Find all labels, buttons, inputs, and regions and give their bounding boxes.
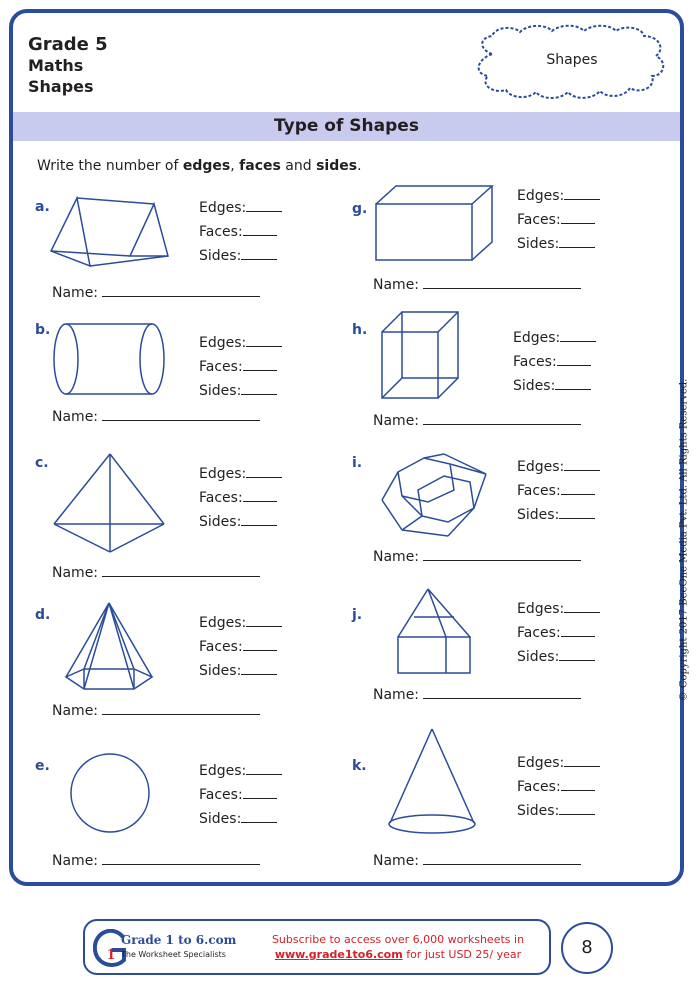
faces-line-c (199, 489, 277, 506)
edges-label: Edges: (199, 763, 247, 779)
name-line-g (373, 276, 581, 293)
instruction-sides: sides (316, 158, 358, 174)
edges-label: Edges: (513, 330, 561, 346)
sides-label: Sides: (199, 811, 242, 827)
header-block (28, 34, 108, 97)
name-label: Name: (373, 549, 420, 565)
edges-blank[interactable] (564, 187, 600, 200)
name-label: Name: (373, 853, 420, 869)
circle-icon (68, 751, 152, 835)
edges-line-k (517, 754, 600, 771)
logo-title: Grade 1 to 6.com (121, 933, 237, 947)
name-line-a (52, 284, 260, 301)
sides-label: Sides: (517, 803, 560, 819)
instruction-faces: faces (239, 158, 281, 174)
topic-label: Shapes (28, 77, 94, 96)
item-letter-i: i. (352, 455, 363, 471)
faces-blank[interactable] (243, 489, 277, 502)
faces-line-k (517, 778, 595, 795)
faces-blank[interactable] (243, 358, 277, 371)
name-line-d (52, 702, 260, 719)
edges-blank[interactable] (560, 329, 596, 342)
sides-label: Sides: (517, 236, 560, 252)
name-blank[interactable] (102, 564, 260, 577)
cube-with-pyramid-icon (392, 587, 476, 677)
faces-blank[interactable] (561, 778, 595, 791)
edges-blank[interactable] (246, 762, 282, 775)
sides-line-d (199, 662, 277, 679)
worksheet-title: Type of Shapes (13, 112, 680, 141)
edges-line-d (199, 614, 282, 631)
promo-line2 (253, 947, 543, 962)
faces-line-a (199, 223, 277, 240)
faces-line-d (199, 638, 277, 655)
edges-line-g (517, 187, 600, 204)
edges-line-c (199, 465, 282, 482)
sides-blank[interactable] (241, 810, 277, 823)
faces-label: Faces: (513, 354, 557, 370)
sides-label: Sides: (517, 649, 560, 665)
name-blank[interactable] (102, 284, 260, 297)
sides-label: Sides: (517, 507, 560, 523)
name-label: Name: (373, 277, 420, 293)
faces-label: Faces: (517, 625, 561, 641)
name-line-k (373, 852, 581, 869)
name-label: Name: (52, 285, 99, 301)
faces-label: Faces: (517, 779, 561, 795)
edges-line-i (517, 458, 600, 475)
sides-line-a (199, 247, 277, 264)
edges-label: Edges: (199, 466, 247, 482)
faces-label: Faces: (199, 639, 243, 655)
item-letter-j: j. (352, 607, 363, 623)
instruction-sep1: , (230, 158, 240, 174)
promo-line1: Subscribe to access over 6,000 worksheets in (271, 933, 525, 946)
svg-text:1: 1 (107, 946, 115, 963)
sides-line-b (199, 382, 277, 399)
cube-icon (380, 310, 462, 402)
sides-blank[interactable] (241, 382, 277, 395)
edges-line-j (517, 600, 600, 617)
promo-line2-rest: for just USD 25/ year (402, 948, 522, 961)
sides-line-i (517, 506, 595, 523)
sides-line-g (517, 235, 595, 252)
footer-banner[interactable] (83, 919, 551, 975)
faces-label: Faces: (199, 224, 243, 240)
triangular-prism-icon (50, 196, 170, 272)
name-line-i (373, 548, 581, 565)
faces-line-b (199, 358, 277, 375)
name-label: Name: (373, 687, 420, 703)
hexagonal-prism-icon (380, 452, 490, 538)
edges-blank[interactable] (246, 334, 282, 347)
name-blank[interactable] (423, 412, 581, 425)
sides-label: Sides: (513, 378, 556, 394)
instruction-text (37, 158, 362, 174)
edges-line-e (199, 762, 282, 779)
name-blank[interactable] (102, 852, 260, 865)
sides-label: Sides: (199, 514, 242, 530)
edges-blank[interactable] (564, 458, 600, 471)
edges-blank[interactable] (246, 465, 282, 478)
edges-label: Edges: (517, 601, 565, 617)
edges-label: Edges: (517, 188, 565, 204)
item-letter-b: b. (35, 322, 51, 338)
edges-line-h (513, 329, 596, 346)
edges-label: Edges: (199, 335, 247, 351)
instruction-prefix: Write the number of (37, 158, 183, 174)
edges-blank[interactable] (564, 600, 600, 613)
instruction-suffix: . (357, 158, 362, 174)
topic-cloud (472, 24, 672, 102)
promo-link[interactable]: www.grade1to6.com (274, 948, 403, 961)
cloud-label: Shapes (546, 52, 598, 68)
faces-label: Faces: (199, 490, 243, 506)
rectangular-prism-icon (374, 184, 496, 264)
name-blank[interactable] (102, 408, 260, 421)
faces-blank[interactable] (561, 211, 595, 224)
page-number: 8 (561, 922, 613, 974)
faces-label: Faces: (517, 212, 561, 228)
instruction-sep2: and (280, 158, 317, 174)
logo-subtitle: The Worksheet Specialists (121, 950, 226, 959)
item-letter-d: d. (35, 607, 51, 623)
item-letter-e: e. (35, 758, 50, 774)
sides-label: Sides: (199, 663, 242, 679)
name-label: Name: (52, 565, 99, 581)
edges-label: Edges: (517, 459, 565, 475)
sides-label: Sides: (199, 248, 242, 264)
name-line-j (373, 686, 581, 703)
sides-line-c (199, 513, 277, 530)
name-blank[interactable] (102, 702, 260, 715)
item-letter-a: a. (35, 199, 50, 215)
faces-blank[interactable] (243, 638, 277, 651)
square-pyramid-icon (52, 452, 168, 554)
item-letter-h: h. (352, 322, 368, 338)
edges-line-b (199, 334, 282, 351)
name-line-b (52, 408, 260, 425)
sides-blank[interactable] (555, 377, 591, 390)
faces-blank[interactable] (557, 353, 591, 366)
grade-label: Grade 5 (28, 34, 108, 55)
sides-blank[interactable] (241, 513, 277, 526)
edges-label: Edges: (199, 200, 247, 216)
sides-blank[interactable] (559, 235, 595, 248)
edges-blank[interactable] (246, 199, 282, 212)
name-label: Name: (52, 703, 99, 719)
sides-blank[interactable] (241, 662, 277, 675)
faces-blank[interactable] (243, 786, 277, 799)
faces-line-e (199, 786, 277, 803)
name-blank[interactable] (423, 548, 581, 561)
subject-label: Maths (28, 56, 84, 75)
faces-blank[interactable] (561, 482, 595, 495)
faces-line-g (517, 211, 595, 228)
faces-blank[interactable] (561, 624, 595, 637)
edges-blank[interactable] (246, 614, 282, 627)
sides-blank[interactable] (559, 506, 595, 519)
promo-text (253, 932, 543, 962)
name-line-e (52, 852, 260, 869)
sides-line-e (199, 810, 277, 827)
name-blank[interactable] (423, 276, 581, 289)
name-blank[interactable] (423, 686, 581, 699)
cylinder-icon (52, 322, 168, 398)
name-label: Name: (52, 409, 99, 425)
faces-label: Faces: (517, 483, 561, 499)
sides-line-k (517, 802, 595, 819)
name-blank[interactable] (423, 852, 581, 865)
faces-line-h (513, 353, 591, 370)
name-label: Name: (373, 413, 420, 429)
edges-line-a (199, 199, 282, 216)
faces-blank[interactable] (243, 223, 277, 236)
sides-blank[interactable] (559, 802, 595, 815)
sides-label: Sides: (199, 383, 242, 399)
item-letter-c: c. (35, 455, 49, 471)
sides-blank[interactable] (559, 648, 595, 661)
instruction-edges: edges (182, 158, 231, 174)
name-line-h (373, 412, 581, 429)
name-line-c (52, 564, 260, 581)
name-label: Name: (52, 853, 99, 869)
faces-label: Faces: (199, 359, 243, 375)
cone-icon (384, 727, 480, 837)
copyright-notice: © Copyright 2017 BeeOne Media Pvt. Ltd. All Rights Reserved. (678, 378, 690, 702)
faces-line-i (517, 482, 595, 499)
edges-blank[interactable] (564, 754, 600, 767)
sides-line-h (513, 377, 591, 394)
faces-line-j (517, 624, 595, 641)
item-letter-k: k. (352, 758, 367, 774)
item-letter-g: g. (352, 201, 368, 217)
hexagonal-pyramid-icon (64, 601, 156, 693)
faces-label: Faces: (199, 787, 243, 803)
edges-label: Edges: (199, 615, 247, 631)
edges-label: Edges: (517, 755, 565, 771)
sides-blank[interactable] (241, 247, 277, 260)
sides-line-j (517, 648, 595, 665)
